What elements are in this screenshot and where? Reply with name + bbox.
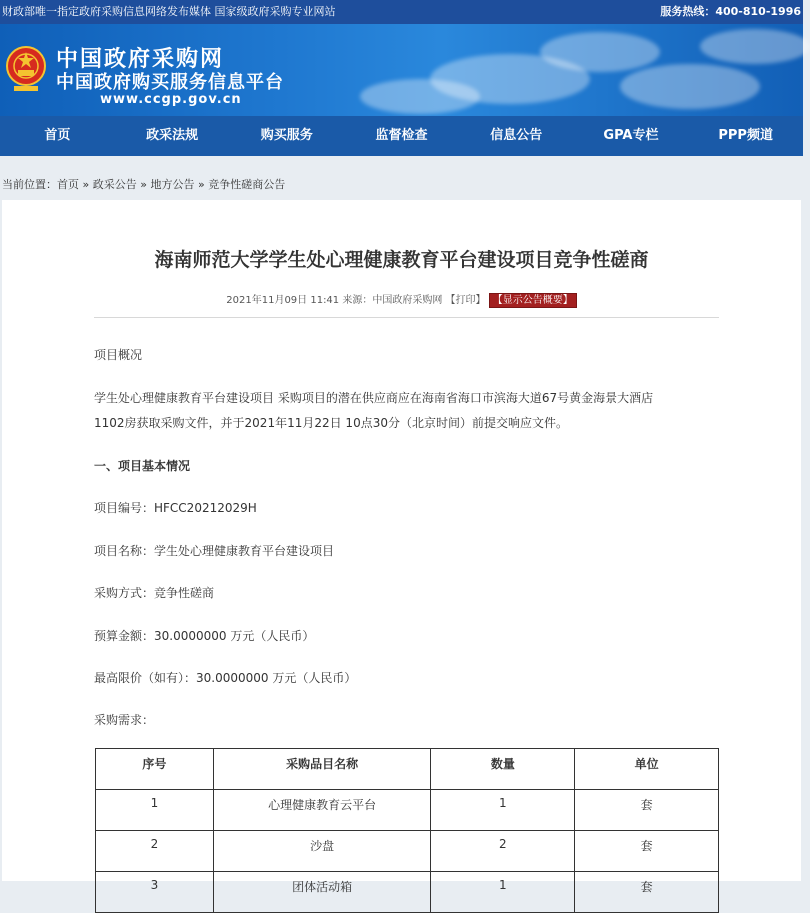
national-emblem-icon[interactable] (6, 40, 46, 96)
table-row (96, 790, 719, 831)
nav-ppp[interactable]: PPP频道 (718, 128, 773, 143)
breadcrumb-announcements[interactable]: 政采公告 (92, 178, 137, 191)
site-url: www.ccgp.gov.cn (100, 92, 242, 107)
show-summary-button[interactable]: 【显示公告概要】 (489, 293, 577, 308)
cell-index: 2 (96, 831, 214, 872)
site-banner (0, 24, 803, 116)
section-heading: 一、项目基本情况 (94, 459, 191, 473)
cell-unit: 套 (575, 790, 719, 831)
publish-date: 2021年11月09日 11:41 (226, 295, 340, 306)
col-header-unit: 单位 (575, 749, 719, 790)
breadcrumb-local[interactable]: 地方公告 (150, 178, 195, 191)
breadcrumb-current[interactable]: 竞争性磋商公告 (208, 178, 286, 191)
cell-index: 1 (96, 790, 214, 831)
cell-item: 心理健康教育云平台 (213, 790, 431, 831)
cell-unit: 套 (575, 831, 719, 872)
requirements-table (95, 748, 719, 913)
source: 来源：中国政府采购网 (342, 295, 443, 306)
print-link[interactable]: 【打印】 (445, 295, 486, 306)
breadcrumb: 当前位置：首页 » 政采公告 » 地方公告 » 竞争性磋商公告 (2, 178, 286, 191)
top-info-bar (0, 0, 803, 24)
cell-index: 3 (96, 872, 214, 913)
breadcrumb-prefix: 当前位置： (2, 178, 57, 191)
nav-purchase-services[interactable]: 购买服务 (260, 128, 313, 143)
table-header-row (96, 749, 719, 790)
nav-supervision[interactable]: 监督检查 (375, 128, 428, 143)
cell-qty: 1 (431, 790, 575, 831)
article-panel (2, 200, 801, 894)
overview-label: 项目概况 (94, 348, 143, 362)
col-header-qty: 数量 (431, 749, 575, 790)
nav-regulations[interactable]: 政采法规 (146, 128, 199, 143)
cell-item: 团体活动箱 (213, 872, 431, 913)
max-price: 最高限价（如有）：30.0000000 万元（人民币） (94, 671, 357, 685)
page-title: 海南师范大学学生处心理健康教育平台建设项目竞争性磋商 (154, 249, 649, 271)
overview-line-1: 学生处心理健康教育平台建设项目 采购项目的潜在供应商应在海南省海口市滨海大道67号黄金海景大酒店 (94, 391, 654, 405)
site-brand-subtitle: 中国政府购买服务信息平台 (56, 72, 284, 93)
overview-line-2: 1102房获取采购文件，并于2021年11月22日 10点30分（北京时间）前提交响应文件。 (94, 416, 568, 430)
cell-qty: 2 (431, 831, 575, 872)
requirements-label: 采购需求： (94, 713, 155, 727)
col-header-index: 序号 (96, 749, 214, 790)
nav-gpa[interactable]: GPA专栏 (603, 128, 659, 143)
cell-qty: 1 (431, 872, 575, 913)
service-hotline: 服务热线：400-810-1996 (660, 5, 801, 18)
col-header-item: 采购品目名称 (213, 749, 431, 790)
site-tagline: 财政部唯一指定政府采购信息网络发布媒体 国家级政府采购专业网站 (2, 5, 336, 18)
cell-unit: 套 (575, 872, 719, 913)
nav-announcements[interactable]: 信息公告 (490, 128, 543, 143)
table-row (96, 872, 719, 913)
cell-item: 沙盘 (213, 831, 431, 872)
title-divider (94, 317, 719, 318)
table-row (96, 831, 719, 872)
site-brand-title[interactable]: 中国政府采购网 (56, 46, 225, 72)
project-name: 项目名称：学生处心理健康教育平台建设项目 (94, 544, 335, 558)
breadcrumb-home[interactable]: 首页 (57, 178, 79, 191)
nav-home[interactable]: 首页 (44, 128, 71, 143)
purchase-method: 采购方式：竞争性磋商 (94, 586, 215, 600)
article-meta (2, 291, 801, 308)
budget-amount: 预算金额：30.0000000 万元（人民币） (94, 629, 315, 643)
project-number: 项目编号：HFCC20212029H (94, 501, 257, 515)
main-nav (0, 116, 803, 156)
